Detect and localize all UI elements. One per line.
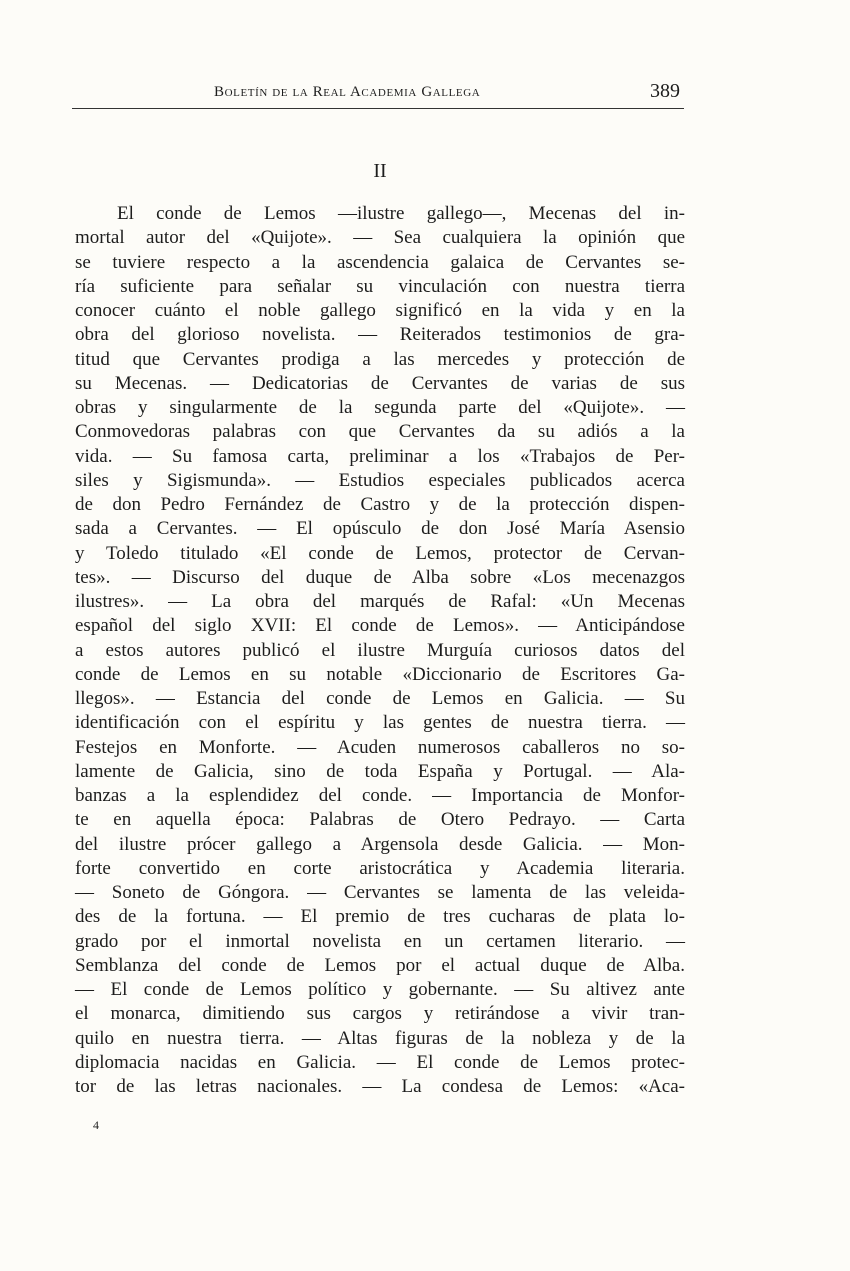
text-line: ría suficiente para señalar su vinculación con nuestra tierra bbox=[75, 275, 685, 297]
text-line: conde de Lemos en su notable «Diccionario de Escritores Ga- bbox=[75, 663, 685, 685]
text-line: identificación con el espíritu y las gentes de nuestra tierra. — bbox=[75, 712, 685, 734]
text-line: banzas a la esplendidez del conde. — Importancia de Monfor- bbox=[75, 785, 685, 806]
text-line: español del siglo XVII: El conde de Lemos». — Anticipándose bbox=[75, 615, 685, 637]
text-line: titud que Cervantes prodiga a las mercedes y protección de bbox=[75, 348, 685, 370]
text-line: — El conde de Lemos político y gobernante. — Su altivez ante bbox=[75, 979, 685, 1000]
paragraph bbox=[75, 202, 685, 1099]
text-line: vida. — Su famosa carta, preliminar a los «Trabajos de Per- bbox=[75, 445, 685, 467]
text-line: tor de las letras nacionales. — La condesa de Lemos: «Aca- bbox=[75, 1076, 685, 1097]
text-line: llegos». — Estancia del conde de Lemos en Galicia. — Su bbox=[75, 688, 685, 709]
text-line: lamente de Galicia, sino de toda España y Portugal. — Ala- bbox=[75, 760, 685, 782]
text-line: mortal autor del «Quijote». — Sea cualquiera la opinión que bbox=[75, 227, 685, 249]
text-line: quilo en nuestra tierra. — Altas figuras de la nobleza y de la bbox=[75, 1027, 685, 1049]
section-numeral: II bbox=[373, 160, 387, 182]
text-line: el monarca, dimitiendo sus cargos y retirándose a vivir tran- bbox=[75, 1003, 685, 1025]
running-title: Boletín de la Real Academia Gallega bbox=[214, 84, 481, 100]
text-line: tes». — Discurso del duque de Alba sobre «Los mecenazgos bbox=[75, 566, 685, 588]
text-line: se tuviere respecto a la ascendencia galaica de Cervantes se- bbox=[75, 251, 685, 273]
text-line: su Mecenas. — Dedicatorias de Cervantes de varias de sus bbox=[75, 372, 685, 394]
text-line: forte convertido en corte aristocrática y Academia literaria. bbox=[75, 857, 685, 879]
footer-mark: 4 bbox=[93, 1118, 99, 1132]
text-line: Festejos en Monforte. — Acuden numerosos caballeros no so- bbox=[75, 736, 685, 758]
page-number: 389 bbox=[650, 80, 680, 102]
text-line: El conde de Lemos —ilustre gallego—, Mecenas del in- bbox=[117, 203, 685, 224]
text-line: des de la fortuna. — El premio de tres cucharas de plata lo- bbox=[75, 906, 685, 928]
page-header bbox=[72, 78, 684, 109]
text-line: conocer cuánto el noble gallego significó en la vida y en la bbox=[75, 300, 685, 321]
text-line: a estos autores publicó el ilustre Murguía curiosos datos del bbox=[75, 639, 685, 661]
text-line: obra del glorioso novelista. — Reiterados testimonios de gra- bbox=[75, 324, 685, 346]
text-line: te en aquella época: Palabras de Otero Pedrayo. — Carta bbox=[75, 809, 685, 831]
text-line: obras y singularmente de la segunda parte del «Quijote». — bbox=[75, 397, 685, 418]
text-line: diplomacia nacidas en Galicia. — El conde de Lemos protec- bbox=[75, 1051, 685, 1073]
text-line: y Toledo titulado «El conde de Lemos, protector de Cervan- bbox=[75, 542, 685, 564]
text-line: grado por el inmortal novelista en un certamen literario. — bbox=[75, 930, 685, 952]
text-line: siles y Sigismunda». — Estudios especiales publicados acerca bbox=[75, 469, 685, 491]
text-line: — Soneto de Góngora. — Cervantes se lamenta de las veleida- bbox=[75, 882, 685, 903]
text-line: de don Pedro Fernández de Castro y de la protección dispen- bbox=[75, 494, 685, 515]
text-line: Conmovedoras palabras con que Cervantes da su adiós a la bbox=[75, 421, 685, 443]
text-line: ilustres». — La obra del marqués de Rafal: «Un Mecenas bbox=[75, 591, 685, 612]
text-line: sada a Cervantes. — El opúsculo de don José María Asensio bbox=[75, 518, 685, 540]
text-line: Semblanza del conde de Lemos por el actual duque de Alba. bbox=[75, 954, 685, 976]
text-line: del ilustre prócer gallego a Argensola desde Galicia. — Mon- bbox=[75, 833, 685, 855]
